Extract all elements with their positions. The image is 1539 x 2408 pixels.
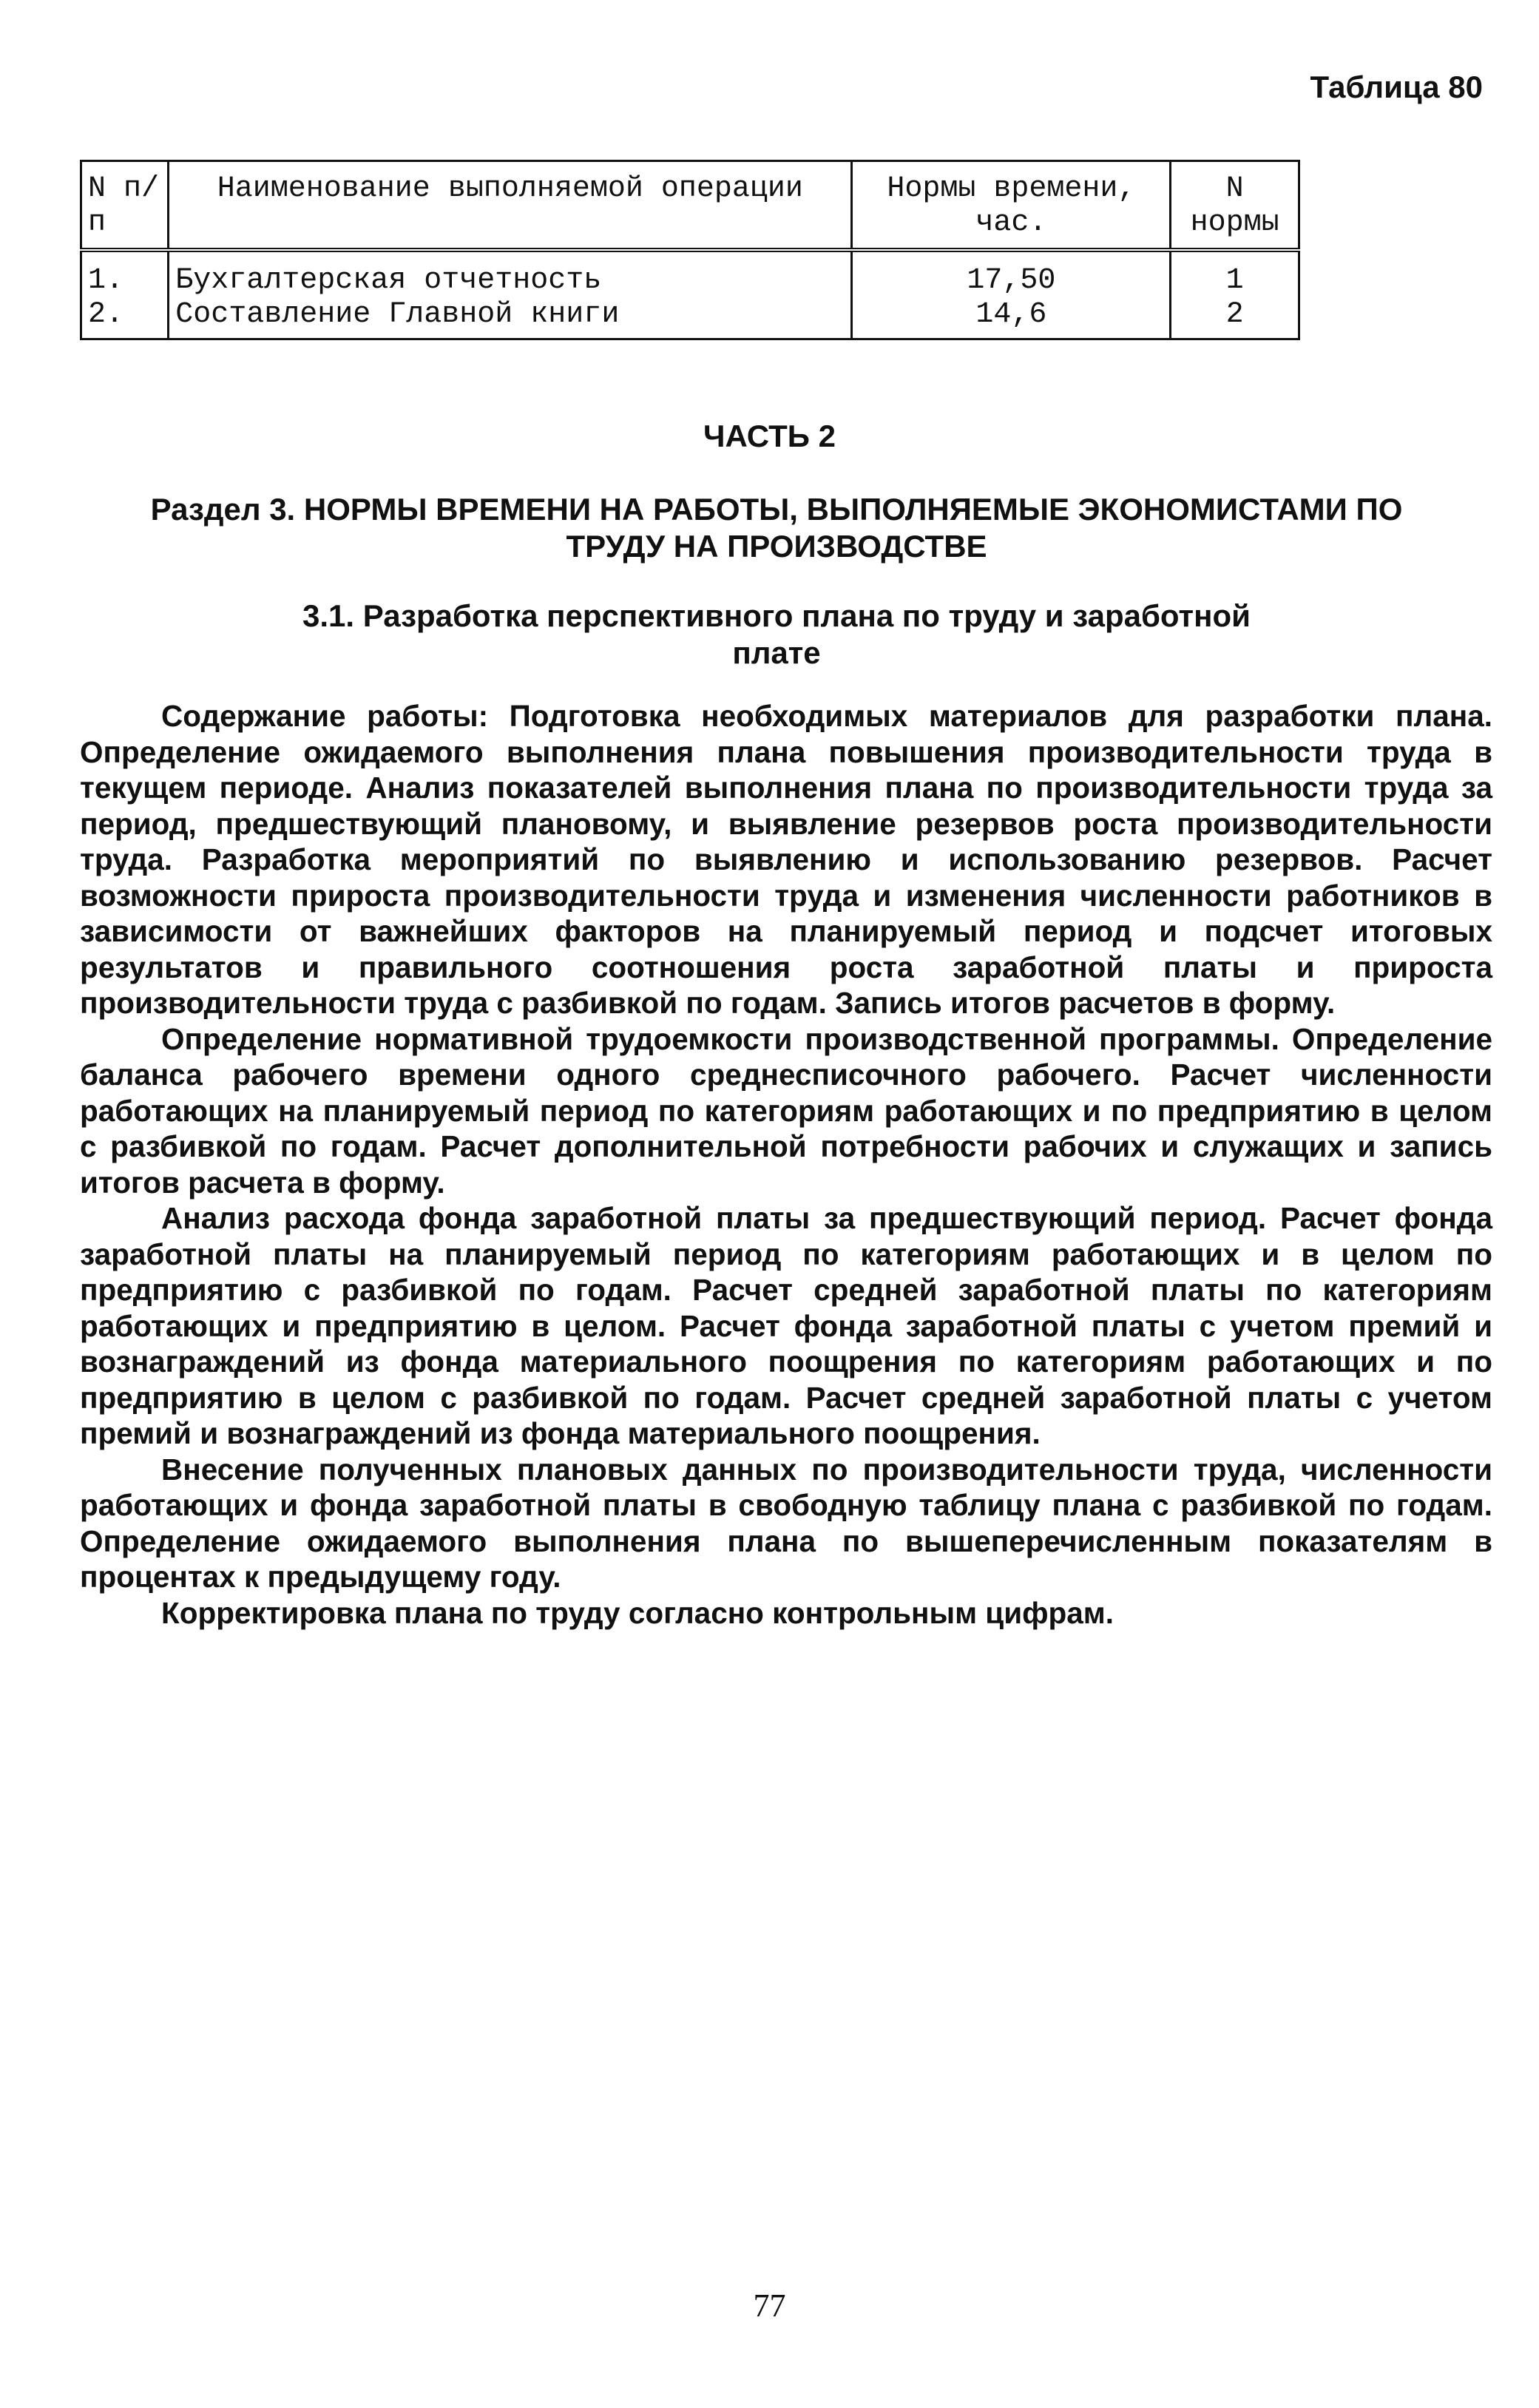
- table-header-row: [81, 161, 1299, 251]
- row-time-norm: 14,6: [852, 298, 1171, 339]
- row-norm-number: 1: [1171, 250, 1299, 298]
- row-num: 1.: [81, 250, 169, 298]
- table-caption: Таблица 80: [1310, 70, 1483, 104]
- section-title: Раздел 3. НОРМЫ ВРЕМЕНИ НА РАБОТЫ, ВЫПОЛНЯЕМЫЕ ЭКОНОМИСТАМИ ПО ТРУДУ НА ПРОИЗВОДСТВЕ: [150, 492, 1403, 564]
- part-title: ЧАСТЬ 2: [703, 419, 836, 453]
- paragraph: Определение нормативной трудоемкости производственной программы. Определение баланса рабочего времени одного среднесписочного рабочего. Расчет численности работающих на планируемый период по категориям работающих и по предприятию в целом с разбивкой по годам. Расчет дополнительной потребности рабочих и служащих и запись итогов расчета в форму.: [80, 1021, 1492, 1200]
- header-norm-number: N нормы: [1171, 161, 1299, 251]
- row-norm-number: 2: [1171, 298, 1299, 339]
- row-operation-name: Бухгалтерская отчетность: [169, 250, 852, 298]
- header-num: N п/п: [81, 161, 169, 251]
- paragraph: Анализ расхода фонда заработной платы за предшествующий период. Расчет фонда заработной платы на планируемый период по категориям работающих и в целом по предприятию с разбивкой по годам. Расчет средней заработной платы по категориям работающих и предприятию в целом. Расчет фонда заработной платы с учетом премий и вознаграждений из фонда материального поощрения по категориям работающих и по предприятию в целом с разбивкой по годам. Расчет средней заработной платы с учетом премий и вознаграждений из фонда материального поощрения.: [80, 1201, 1492, 1450]
- paragraph: Внесение полученных плановых данных по производительности труда, численности работающих и фонда заработной платы в свободную таблицу плана с разбивкой по годам. Определение ожидаемого выполнения плана по вышеперечисленным показателям в процентах к предыдущему году.: [80, 1452, 1492, 1594]
- page-number: 77: [753, 2287, 786, 2324]
- header-time-norm: Нормы времени, час.: [852, 161, 1171, 251]
- subsection-title: 3.1. Разработка перспективного плана по труду и заработной плате: [302, 598, 1251, 670]
- row-num: 2.: [81, 298, 169, 339]
- header-operation-name: Наименование выполняемой операции: [169, 161, 852, 251]
- row-time-norm: 17,50: [852, 250, 1171, 298]
- paragraph: Корректировка плана по труду согласно контрольным цифрам.: [161, 1595, 1114, 1630]
- paragraph: Содержание работы: Подготовка необходимых материалов для разработки плана. Определение ожидаемого выполнения плана повышения производительности труда в текущем периоде. Анализ показателей выполнения плана по производительности труда за период, предшествующий плановому, и выявление резервов роста производительности труда. Разработка мероприятий по выявлению и использованию резервов. Расчет возможности прироста производительности труда и изменения численности работников в зависимости от важнейших факторов на планируемый период и подсчет итоговых результатов и правильного соотношения роста заработной платы и прироста производительности труда с разбивкой по годам. Запись итогов расчетов в форму.: [80, 699, 1492, 1020]
- row-operation-name: Составление Главной книги: [169, 298, 852, 339]
- time-norms-table: [80, 160, 1300, 340]
- table-row: [81, 298, 1299, 339]
- body-text: [80, 698, 1492, 1631]
- table-row: [81, 250, 1299, 298]
